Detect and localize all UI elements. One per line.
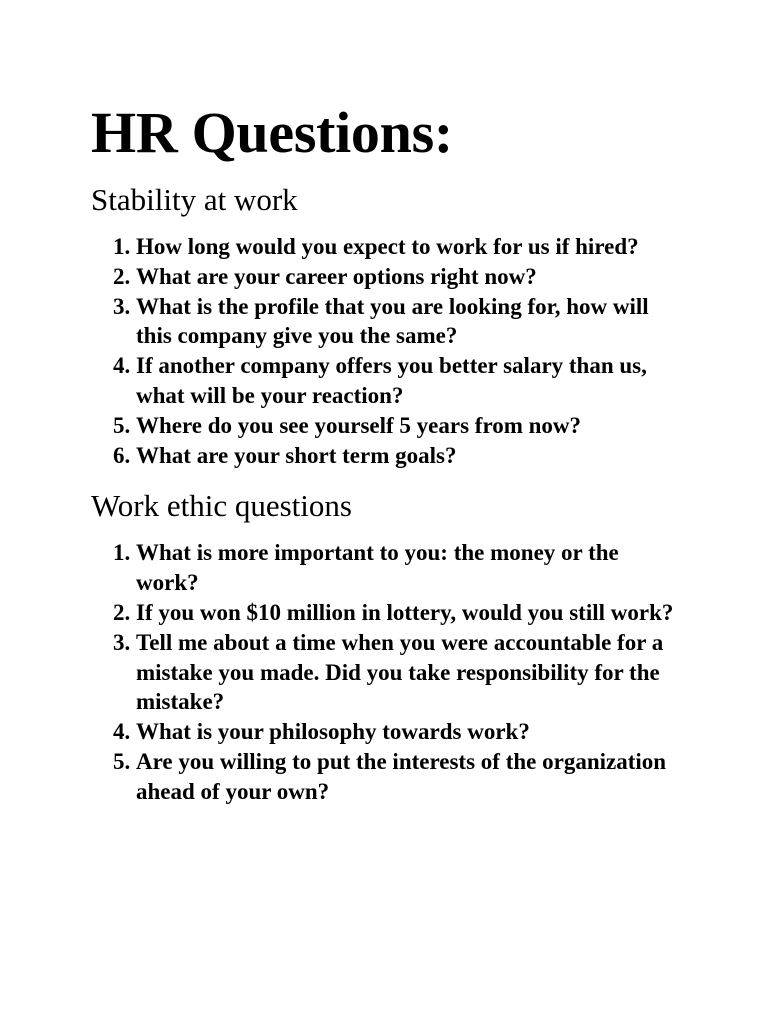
question-list-stability: [91, 232, 691, 470]
list-item-text: What are your short term goals?: [136, 442, 457, 468]
page-title: HR Questions:: [91, 100, 453, 165]
list-item-text: Tell me about a time when you were accountable for a mistake you made. Did you take responsibility for the mistake?: [136, 629, 664, 715]
list-item-number: 4.: [113, 719, 131, 745]
list-item-text: If you won $10 million in lottery, would you still work?: [136, 599, 674, 625]
list-item-number: 3.: [113, 293, 131, 319]
list-item: [91, 441, 676, 471]
list-item-text: How long would you expect to work for us if hired?: [136, 234, 639, 259]
list-item-number: 5.: [113, 748, 131, 774]
list-item-number: 5.: [113, 412, 131, 438]
list-item-number: 2.: [113, 599, 131, 625]
list-item-number: 3.: [113, 629, 131, 655]
list-item-number: 6.: [113, 442, 131, 468]
list-item-text: What is the profile that you are looking for, how will this company give you the same?: [136, 293, 649, 349]
list-item-number: 2.: [113, 263, 131, 289]
list-item: [91, 538, 676, 598]
list-item-text: Where do you see yourself 5 years from now?: [136, 412, 582, 438]
list-item-text: What is more important to you: the money or the work?: [136, 540, 619, 596]
list-item-text: Are you willing to put the interests of the organization ahead of your own?: [136, 748, 667, 804]
list-item: [91, 351, 676, 411]
list-item-text: What are your career options right now?: [136, 263, 537, 289]
section-heading-stability: Stability at work: [91, 182, 298, 217]
list-item: [91, 628, 676, 717]
list-item: [91, 717, 676, 747]
list-item-number: 4.: [113, 353, 131, 379]
list-item: [91, 292, 676, 352]
list-item: [91, 411, 676, 441]
list-item-text: What is your philosophy towards work?: [136, 719, 530, 745]
question-list-work-ethic: [91, 538, 691, 806]
list-item: [91, 262, 676, 292]
list-item-number: 1.: [113, 234, 131, 259]
list-item-number: 1.: [113, 540, 131, 566]
list-item: [91, 232, 676, 262]
list-item-text: If another company offers you better salary than us, what will be your reaction?: [136, 353, 647, 408]
list-item: [91, 747, 676, 807]
list-item: [91, 598, 676, 628]
document-page: [91, 92, 691, 807]
section-heading-work-ethic: Work ethic questions: [91, 488, 352, 524]
